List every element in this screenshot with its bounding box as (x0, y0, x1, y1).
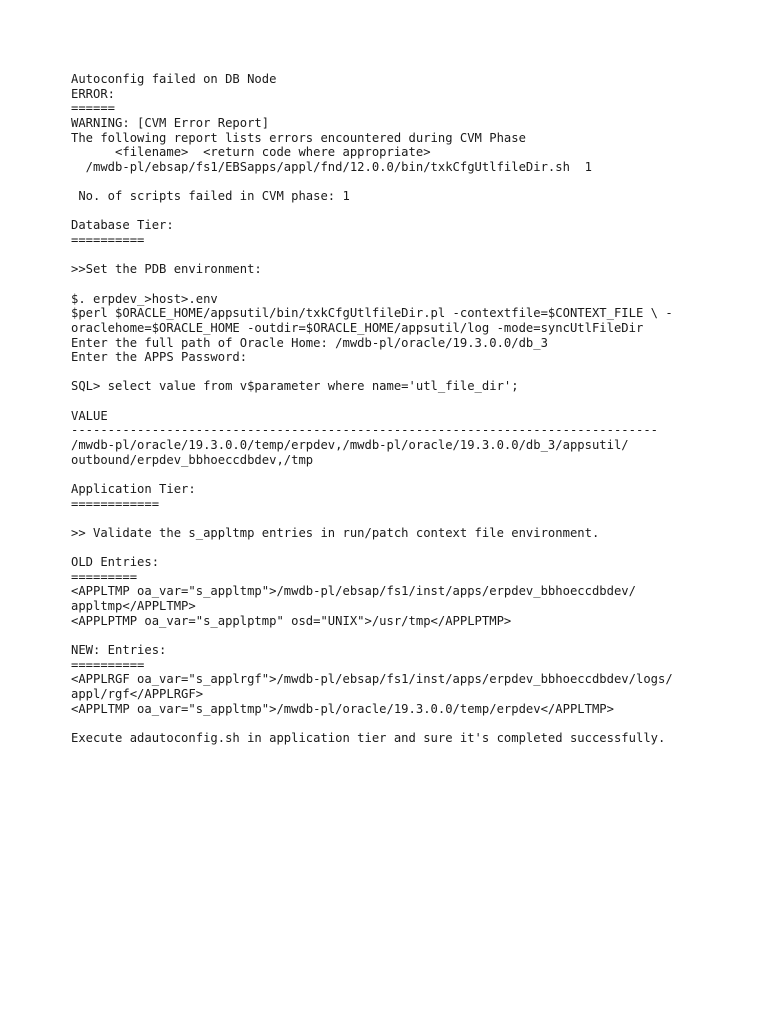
document-line: $. erpdev_>host>.env (71, 291, 218, 306)
document-line: ========= (71, 569, 138, 584)
document-line: >> Validate the s_appltmp entries in run/patch context file environment. (71, 525, 600, 540)
document-line: <filename> <return code where appropriate> (71, 145, 431, 160)
document-line: Execute adautoconfig.sh in application tier and sure it's completed successfully. (71, 730, 666, 745)
document-line: OLD Entries: (71, 555, 160, 570)
document-line: ============ (71, 496, 160, 511)
document-line: SQL> select value from v$parameter where name='utl_file_dir'; (71, 379, 519, 394)
blank-line (71, 174, 731, 189)
document-line: oraclehome=$ORACLE_HOME -outdir=$ORACLE_HOME/appsutil/log -mode=syncUtlFileDir (71, 320, 644, 335)
document-line: ========== (71, 233, 145, 248)
document-line: NEW: Entries: (71, 642, 167, 657)
document-line: Autoconfig failed on DB Node (71, 72, 277, 86)
blank-line (71, 541, 731, 556)
blank-line (71, 628, 731, 643)
blank-line (71, 716, 731, 731)
document-line: <APPLTMP oa_var="s_appltmp">/mwdb-pl/ebsap/fs1/inst/apps/erpdev_bbhoeccdbdev/ (71, 584, 636, 599)
document-line: Enter the full path of Oracle Home: /mwdb-pl/oracle/19.3.0.0/db_3 (71, 335, 548, 350)
document-body (71, 72, 731, 745)
document-line: Application Tier: (71, 481, 196, 496)
document-line: No. of scripts failed in CVM phase: 1 (71, 189, 350, 204)
document-line: Enter the APPS Password: (71, 350, 248, 365)
document-line: The following report lists errors encountered during CVM Phase (71, 130, 526, 145)
document-line: /mwdb-pl/oracle/19.3.0.0/temp/erpdev,/mwdb-pl/oracle/19.3.0.0/db_3/appsutil/ (71, 438, 629, 453)
document-line: ====== (71, 101, 116, 116)
document-line: appltmp</APPLTMP> (71, 599, 196, 614)
document-line: VALUE (71, 408, 108, 423)
blank-line (71, 394, 731, 409)
document-line: $perl $ORACLE_HOME/appsutil/bin/txkCfgUtlfileDir.pl -contextfile=$CONTEXT_FILE \ - (71, 306, 673, 321)
document-line: appl/rgf</APPLRGF> (71, 686, 204, 701)
document-line: -------------------------------------------------------------------------------- (71, 423, 658, 438)
blank-line (71, 467, 731, 482)
document-line: /mwdb-pl/ebsap/fs1/EBSapps/appl/fnd/12.0.0/bin/txkCfgUtlfileDir.sh 1 (71, 159, 592, 174)
blank-line (71, 277, 731, 292)
document-line: ========== (71, 657, 145, 672)
document-line: WARNING: [CVM Error Report] (71, 115, 270, 130)
document-line: <APPLPTMP oa_var="s_applptmp" osd="UNIX">/usr/tmp</APPLPTMP> (71, 613, 512, 628)
document-line: outbound/erpdev_bbhoeccdbdev,/tmp (71, 452, 314, 467)
blank-line (71, 204, 731, 219)
document-line: <APPLTMP oa_var="s_appltmp">/mwdb-pl/oracle/19.3.0.0/temp/erpdev</APPLTMP> (71, 701, 614, 716)
blank-line (71, 248, 731, 263)
document-line: <APPLRGF oa_var="s_applrgf">/mwdb-pl/ebsap/fs1/inst/apps/erpdev_bbhoeccdbdev/logs/ (71, 672, 673, 687)
blank-line (71, 365, 731, 380)
document-line: Database Tier: (71, 218, 174, 233)
blank-line (71, 511, 731, 526)
document-line: ERROR: (71, 86, 116, 101)
document-line: >>Set the PDB environment: (71, 262, 262, 277)
